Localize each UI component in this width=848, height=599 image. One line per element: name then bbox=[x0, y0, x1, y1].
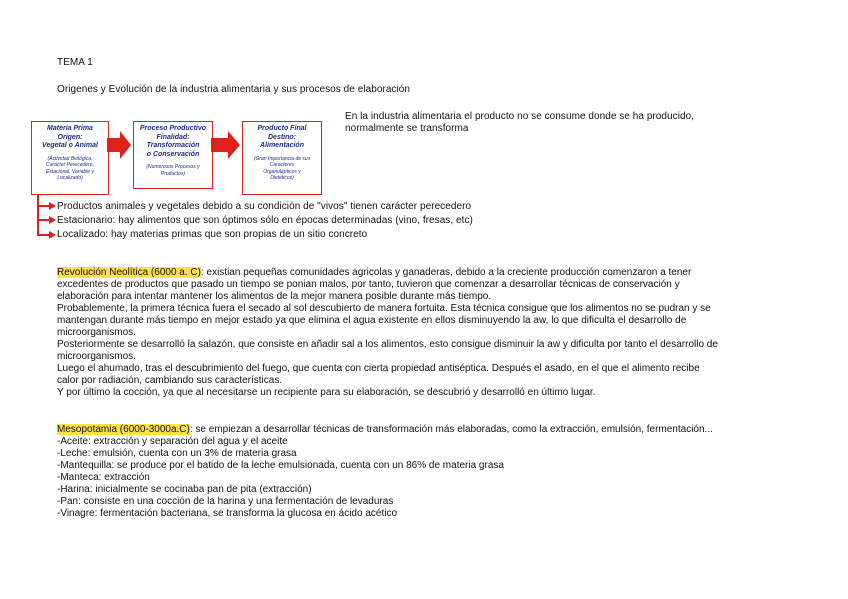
characteristics-connector bbox=[38, 194, 50, 236]
intro-line-2: normalmente se transforma bbox=[345, 123, 469, 134]
box2-sub-2: Productos) bbox=[160, 170, 186, 177]
box2-head-4: o Conservación bbox=[146, 150, 200, 158]
neolitica-line: microorganismos. bbox=[57, 327, 136, 338]
mesopotamia-item: -Leche: emulsión, cuenta con un 3% de materia grasa bbox=[57, 448, 297, 459]
neolitica-line: excedentes de productos que pasado un tiempo se ponian malos, por tanto, tuvieron que comenzar a desarrollar técnicas de conservación y bbox=[57, 279, 680, 290]
box1-head-2: Origen: bbox=[57, 133, 83, 141]
doc-subtitle: Origenes y Evolución de la industria alimentaria y sus procesos de elaboración bbox=[57, 84, 410, 95]
neolitica-first-line bbox=[57, 267, 797, 279]
box3-sub-3: Organolépticos y bbox=[263, 168, 301, 175]
box1-sub-1: (Actividad Biológica, bbox=[47, 155, 93, 162]
section-neolitica bbox=[57, 267, 797, 399]
box2-head-1: Proceso Productivo bbox=[139, 125, 207, 132]
mesopotamia-item: -Pan: consiste en una cocción de la harina y una fermentación de levaduras bbox=[57, 496, 394, 507]
neolitica-line: Posteriormente se desarrolló la salazón, que consiste en añadir sal a los alimentos, esto consigue disminuir la aw y dificulta por tanto el desarrollo de bbox=[57, 339, 718, 350]
box3-head-1: Producto Final bbox=[257, 125, 307, 132]
box3-sub-4: Dietéticos) bbox=[270, 175, 294, 181]
mesopotamia-intro: : se empiezan a desarrollar técnicas de transformación más elaboradas, como la extracción, emulsión, fermentación... bbox=[189, 424, 713, 435]
neolitica-line: elaboración para intentar mantener los alimentos de la mejor manera posible durante más tiempo. bbox=[57, 291, 492, 302]
mesopotamia-item: -Aceite: extracción y separación del agua y el aceite bbox=[57, 436, 288, 447]
characteristic-arrow-3 bbox=[49, 231, 56, 239]
flow-arrow-1 bbox=[107, 131, 131, 159]
mesopotamia-item: -Manteca: extracción bbox=[57, 472, 150, 483]
intro-line-1: En la industria alimentaria el producto no se consume donde se ha producido, bbox=[345, 111, 695, 122]
box3-head-3: Alimentación bbox=[260, 142, 304, 149]
flow-arrow-2 bbox=[211, 131, 240, 159]
mesopotamia-first-line bbox=[57, 424, 797, 436]
neolitica-line: calor por radiación, cambiando sus características. bbox=[57, 375, 283, 386]
neolitica-line: mantengan durante más tiempo en mejor estado ya que elimina el agua existente en ellos disminuyendo la aw, lo que dificulta el desarrollo de bbox=[57, 315, 687, 326]
box1-head-1: Materia Prima bbox=[47, 125, 93, 132]
box1-sub-3: Estacional, Variable y bbox=[46, 168, 94, 175]
box1-sub-4: Localizado) bbox=[57, 175, 83, 181]
box3-head-2: Destino: bbox=[268, 133, 296, 141]
section-mesopotamia bbox=[57, 424, 797, 520]
mesopotamia-item: -Harina: inicialmente se cocinaba pan de pita (extracción) bbox=[57, 484, 312, 495]
characteristic-localizado: Localizado: hay materias primas que son propias de un sitio concreto bbox=[57, 229, 368, 240]
mesopotamia-item: -Mantequilla: se produce por el batido de la leche emulsionada, cuenta con un 86% de materia grasa bbox=[57, 460, 504, 471]
box2-head-2: Finalidad: bbox=[156, 133, 190, 141]
box3-sub-1: (Gran Importancia de sus bbox=[253, 155, 311, 162]
neolitica-line: Y por último la cocción, ya que al necesitarse un recipiente para su elaboración, se descubrió y desarrolló en último lugar. bbox=[57, 387, 596, 398]
neolitica-heading: Revolución Neolítica (6000 a. C) bbox=[57, 267, 201, 278]
box1-head-3: Vegetal o Animal bbox=[42, 142, 98, 149]
neolitica-line: Luego el ahumado, tras el descubrimiento del fuego, que cuenta con cierta propiedad antiséptica. Después el asado, en el que el alimento recibe bbox=[57, 363, 700, 374]
characteristic-arrow-1 bbox=[49, 202, 56, 210]
box2-sub-1: (Numerosos Procesos y bbox=[146, 164, 200, 170]
neolitica-intro: : existian pequeñas comunidades agricolas y ganaderas, debido a la creciente producción comenzaron a tener bbox=[200, 267, 692, 278]
box1-sub-2: Carácter Perecedero, bbox=[46, 162, 94, 168]
box3-sub-2: Caracteres bbox=[269, 162, 295, 168]
mesopotamia-item: -Vinagre: fermentación bacteriana, se transforma la glucosa en ácido acético bbox=[57, 508, 398, 519]
neolitica-line: microorganismos. bbox=[57, 351, 136, 362]
doc-title: TEMA 1 bbox=[57, 57, 93, 68]
characteristic-estacionario: Estacionario: hay alimentos que son óptimos sólo en épocas determinadas (vino, fresas, etc) bbox=[57, 215, 473, 226]
characteristic-arrow-2 bbox=[49, 216, 56, 224]
neolitica-line: Probablemente, la primera técnica fuera el secado al sol descubierto de manera fortuita. Esta técnica consigue que los alimentos no se pudran y se bbox=[57, 303, 711, 314]
characteristic-perecedero: Productos animales y vegetales debido a su condición de "vivos" tienen carácter perecedero bbox=[57, 201, 472, 212]
box2-head-3: Transformación bbox=[146, 142, 200, 149]
mesopotamia-heading: Mesopotamia (6000-3000a.C) bbox=[57, 424, 190, 435]
